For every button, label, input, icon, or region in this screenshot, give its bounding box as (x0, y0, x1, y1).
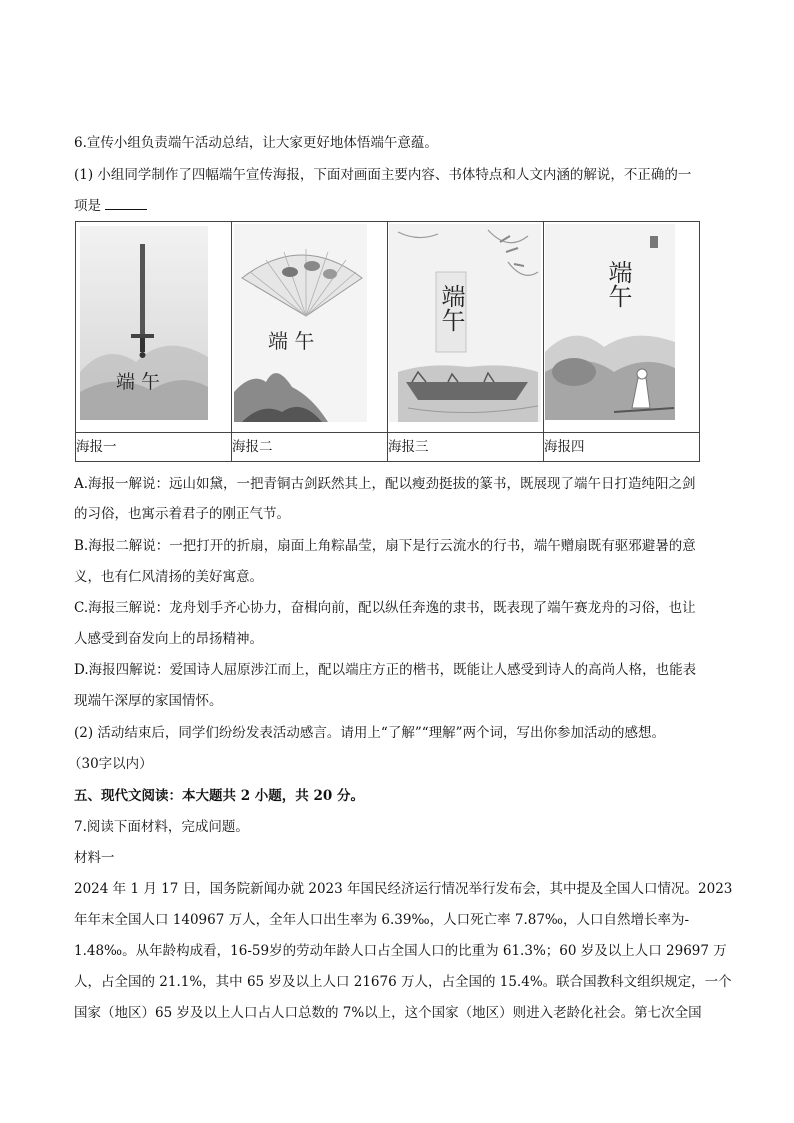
poster-1-cell (76, 222, 232, 433)
poster-2-image (232, 222, 387, 432)
q6-sub1-line2 (74, 197, 147, 215)
poster-4-art-text: 端午 (604, 260, 632, 308)
option-c-line1: C.海报三解说：龙舟划手齐心协力，奋楫向前，配以纵任奔逸的隶书，既表现了端午赛龙舟的习俗，也让 (74, 600, 696, 616)
material-line-1: 2024 年 1 月 17 日，国务院新闻办就 2023 年国民经济运行情况举行发布会，其中提及全国人口情况。2023 (74, 881, 733, 897)
option-b-line1: B.海报二解说：一把打开的折扇，扇面上角粽晶莹，扇下是行云流水的行书，端午赠扇既有驱邪避暑的意 (74, 538, 696, 554)
poster-3-caption: 海报三 (388, 433, 544, 462)
q6-sub2-line1: (2) 活动结束后，同学们纷纷发表活动感言。请用上“了解”“理解”两个词，写出你参加活动的感想。 (74, 725, 666, 741)
option-d-line2: 现端午深厚的家国情怀。 (74, 693, 223, 709)
answer-blank[interactable] (105, 197, 147, 210)
poster-2-art-text: 端 午 (268, 329, 315, 353)
option-a-line2: 的习俗，也寓示着君子的刚正气节。 (74, 506, 290, 522)
material-line-4: 人，占全国的 21.1%，其中 65 岁及以上人口 21676 万人，占全国的 15.4%。联合国教科文组织规定，一个 (74, 974, 732, 990)
q6-sub1-line1: (1) 小组同学制作了四幅端午宣传海报，下面对画面主要内容、书体特点和人文内涵的解说，不正确的一 (74, 167, 692, 183)
poster-1-image (76, 222, 231, 432)
poster-2-cell (232, 222, 388, 433)
option-c-line2: 人感受到奋发向上的昂扬精神。 (74, 631, 263, 647)
poster-3-art-text: 端午 (437, 284, 465, 332)
material-line-3: 1.48‰。从年龄构成看，16-59岁的劳动年龄人口占全国人口的比重为 61.3%；60 岁及以上人口 29697 万 (74, 943, 727, 959)
material-line-5: 国家（地区）65 岁及以上人口占人口总数的 7%以上，这个国家（地区）则进入老龄化社会。第七次全国 (74, 1005, 702, 1021)
option-b-line2: 义，也有仁风清扬的美好寓意。 (74, 569, 263, 585)
material-line-2: 年年末全国人口 140967 万人，全年人口出生率为 6.39‰，人口死亡率 7.87‰，人口自然增长率为- (74, 912, 690, 928)
q7-title: 7.阅读下面材料，完成问题。 (74, 819, 249, 835)
material-label: 材料一 (74, 850, 115, 866)
poster-4-image (544, 222, 699, 432)
option-a-line1: A.海报一解说：远山如黛，一把青铜古剑跃然其上，配以瘦劲挺拔的篆书，既展现了端午日打造纯阳之剑 (74, 476, 696, 492)
poster-2-caption: 海报二 (232, 433, 388, 462)
q6-title: 6.宣传小组负责端午活动总结，让大家更好地体悟端午意蕴。 (74, 135, 438, 151)
q6-sub2-line2: （30字以内） (68, 756, 153, 772)
q6-sub1-text: 项是 (74, 198, 101, 214)
poster-4-cell (544, 222, 700, 433)
poster-1-caption: 海报一 (76, 433, 232, 462)
poster-3-cell (388, 222, 544, 433)
poster-table (75, 221, 700, 462)
poster-3-image (388, 222, 543, 432)
option-d-line1: D.海报四解说：爱国诗人屈原涉江而上，配以端庄方正的楷书，既能让人感受到诗人的高尚人格，也能表 (74, 662, 697, 678)
poster-1-art-text: 端 午 (116, 371, 161, 393)
section-heading: 五、现代文阅读：本大题共 2 小题，共 20 分。 (74, 788, 364, 804)
poster-4-caption: 海报四 (544, 433, 700, 462)
